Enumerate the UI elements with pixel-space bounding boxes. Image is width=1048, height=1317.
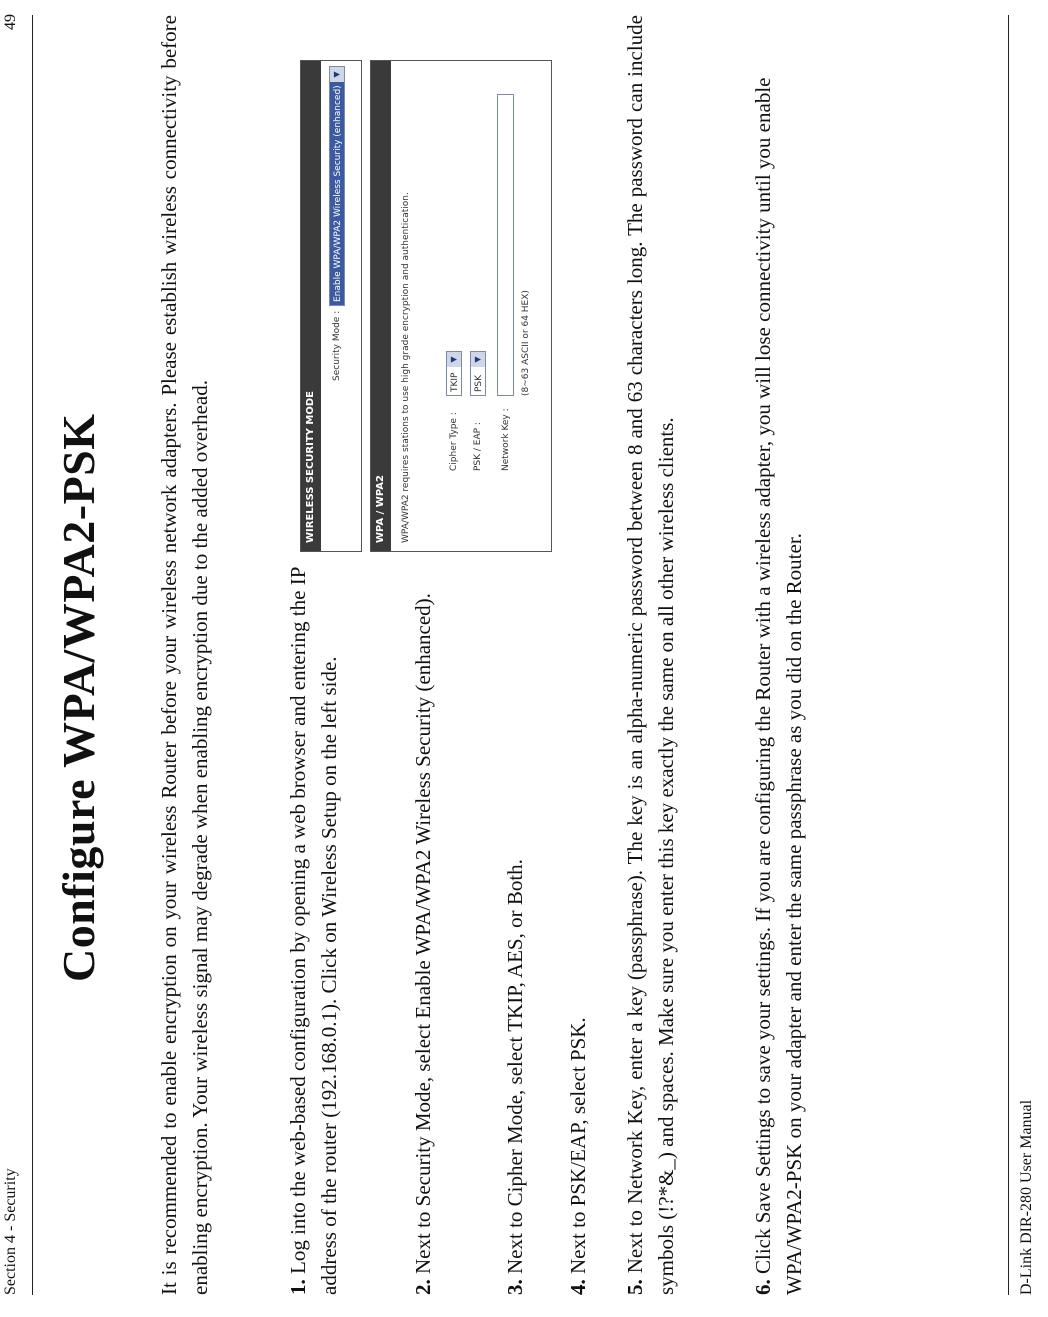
step-5	[620, 15, 682, 1295]
step-number: 3.	[503, 1279, 527, 1295]
step-number: 4.	[566, 1279, 590, 1295]
header-rule	[32, 15, 33, 1295]
wpa-description: WPA/WPA2 requires stations to use high grade encryption and authentication.	[401, 192, 411, 543]
network-key-label: Network Key :	[501, 408, 511, 471]
section-header: Section 4 - Security	[2, 1168, 19, 1295]
wpa-panel	[370, 60, 552, 552]
step-1	[283, 550, 345, 1295]
security-mode-bar: WIRELESS SECURITY MODE	[301, 61, 321, 551]
page-number: 49	[2, 14, 19, 30]
footer-rule	[1008, 15, 1009, 1295]
step-number: 2.	[411, 1279, 435, 1295]
step-2	[408, 550, 439, 1295]
chevron-down-icon: ▼	[447, 352, 461, 367]
footer-text: D-Link DIR-280 User Manual	[1018, 1099, 1035, 1295]
step-text: Next to PSK/EAP, select PSK.	[566, 1017, 590, 1274]
psk-eap-select[interactable]	[470, 351, 486, 396]
security-mode-value: Enable WPA/WPA2 Wireless Security (enhanced)	[333, 85, 343, 302]
step-6	[748, 15, 810, 1295]
security-mode-label: Security Mode :	[332, 310, 342, 381]
security-mode-panel	[300, 60, 362, 552]
cipher-select[interactable]	[446, 351, 462, 396]
wpa-bar: WPA / WPA2	[371, 61, 391, 551]
step-text: Next to Network Key, enter a key (passphrase). The key is an alpha-numeric password between 8 and 63 characters long. The password can include symbols (!?*&_) and spaces. Make sure you enter this key exactly the same on all other wireless clients.	[623, 15, 678, 1295]
step-3	[500, 550, 531, 1295]
chevron-down-icon: ▼	[471, 352, 485, 367]
psk-eap-label: PSK / EAP :	[473, 422, 483, 471]
cipher-value: TKIP	[450, 372, 460, 392]
step-text: Log into the web-based configuration by opening a web browser and entering the IP address of the router (192.168.0.1). Click on Wireless Setup on the left side.	[286, 567, 341, 1295]
network-key-hint: (8~63 ASCII or 64 HEX)	[521, 290, 531, 396]
network-key-input[interactable]	[497, 94, 514, 396]
step-text: Next to Cipher Mode, select TKIP, AES, or Both.	[503, 859, 527, 1274]
step-text: Click Save Settings to save your settings. If you are configuring the Router with a wireless adapter, you will lose connectivity until you enable WPA/WPA2-PSK on your adapter and enter the same passphrase as you did on the Router.	[751, 77, 806, 1295]
page-title: Configure WPA/WPA2-PSK	[53, 413, 104, 982]
chevron-down-icon: ▼	[330, 67, 344, 82]
step-text: Next to Security Mode, select Enable WPA/WPA2 Wireless Security (enhanced).	[411, 593, 435, 1274]
step-number: 6.	[751, 1279, 775, 1295]
step-number: 1.	[286, 1279, 310, 1295]
security-mode-select[interactable]	[329, 66, 345, 306]
psk-eap-value: PSK	[474, 374, 484, 392]
intro-paragraph: It is recommended to enable encryption on your wireless Router before your wireless network adapters. Please establish wireless connectivity before enabling encryption. Your wireless signal may degrade when enabling encryption due to the added overhead.	[157, 15, 212, 1295]
cipher-label: Cipher Type :	[449, 412, 459, 471]
step-4	[563, 550, 594, 1295]
step-number: 5.	[623, 1279, 647, 1295]
